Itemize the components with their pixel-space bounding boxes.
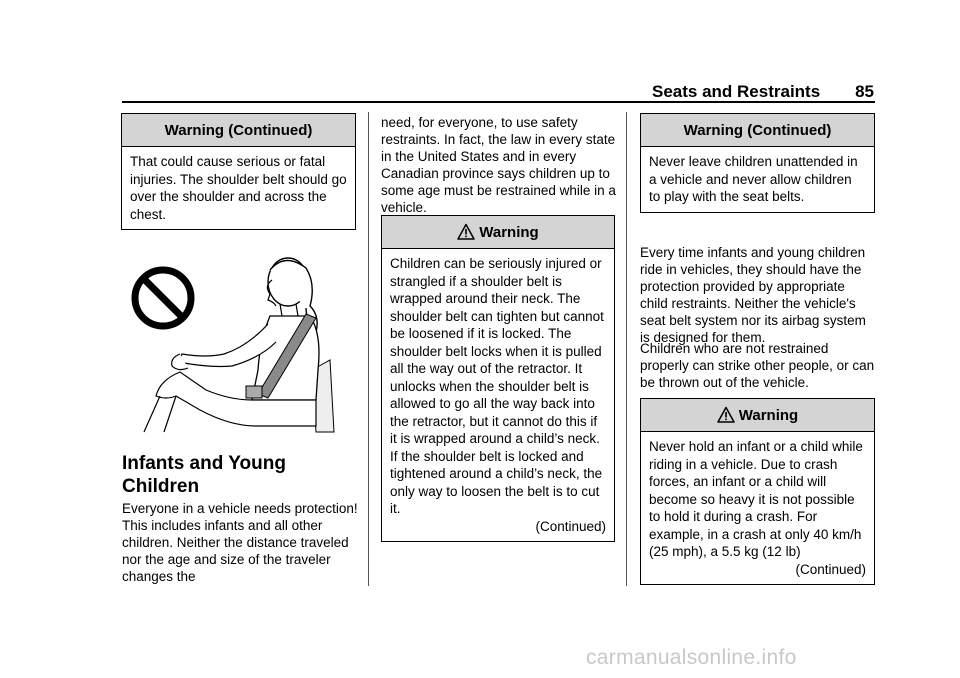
warning-box-col3	[640, 398, 875, 585]
warning-box-body: Never hold an infant or a child while riding in a vehicle. Due to crash forces, an infant or a child will become so heavy it is not possible to hold it during a crash. For example, in a crash at only 40 km/h (25 mph), a 5.5 kg (12 lb)	[649, 439, 863, 559]
prohibition-circle-icon	[120, 250, 342, 435]
body-paragraph: need, for everyone, to use safety restraints. In fact, the law in every state in the United States and in every Canadian province says children up to some age must be restrained while in a vehicle.	[381, 115, 616, 215]
warning-triangle-icon	[457, 223, 475, 241]
warning-box-title: Warning (Continued)	[641, 114, 874, 147]
body-paragraph: Children who are not restrained properly can strike other people, or can be thrown out of the vehicle.	[640, 341, 875, 390]
seatbelt-illustration	[120, 250, 342, 435]
warning-box-continued-col3	[640, 113, 875, 213]
warning-box-continued-col1	[121, 113, 356, 230]
warning-triangle-icon	[717, 406, 735, 424]
section-heading: Infants and Young Children	[122, 453, 286, 497]
warning-box-col2	[381, 215, 615, 542]
body-paragraph: Every time infants and young children ride in vehicles, they should have the protection provided by appropriate child restraints. Neither the vehicle's seat belt system nor its airbag system is designed for them.	[640, 245, 866, 345]
warning-box-body: That could cause serious or fatal injuries. The shoulder belt should go over the shoulder and across the chest.	[130, 154, 347, 222]
page-number: 85	[855, 82, 874, 101]
continued-label: (Continued)	[795, 561, 866, 577]
column-divider-2	[626, 112, 627, 586]
header-rule	[122, 101, 875, 103]
body-paragraph: Everyone in a vehicle needs protection! This includes infants and all other children. Neither the distance traveled nor the age and size of the traveler changes the	[122, 501, 358, 584]
warning-box-title: Warning	[479, 223, 539, 241]
column-divider-1	[368, 112, 369, 586]
warning-box-title: Warning (Continued)	[122, 114, 355, 147]
section-title: Seats and Restraints	[652, 82, 821, 101]
warning-box-body: Never leave children unattended in a vehicle and never allow children to play with the seat belts.	[649, 154, 858, 204]
watermark: carmanualsonline.info	[586, 646, 797, 669]
warning-box-body: Children can be seriously injured or strangled if a shoulder belt is wrapped around their neck. The shoulder belt can tighten but cannot be loosened if it is locked. The shoulder belt locks when it is pulled all the way out of the retractor. It unlocks when the shoulder belt is allowed to go all the way back into the retractor, but it cannot do this if it is wrapped around a child’s neck. If the shoulder belt is locked and tightened around a child’s neck, the only way to loosen the belt is to cut it.	[390, 256, 604, 516]
continued-label: (Continued)	[535, 518, 606, 534]
warning-box-title: Warning	[738, 406, 799, 424]
